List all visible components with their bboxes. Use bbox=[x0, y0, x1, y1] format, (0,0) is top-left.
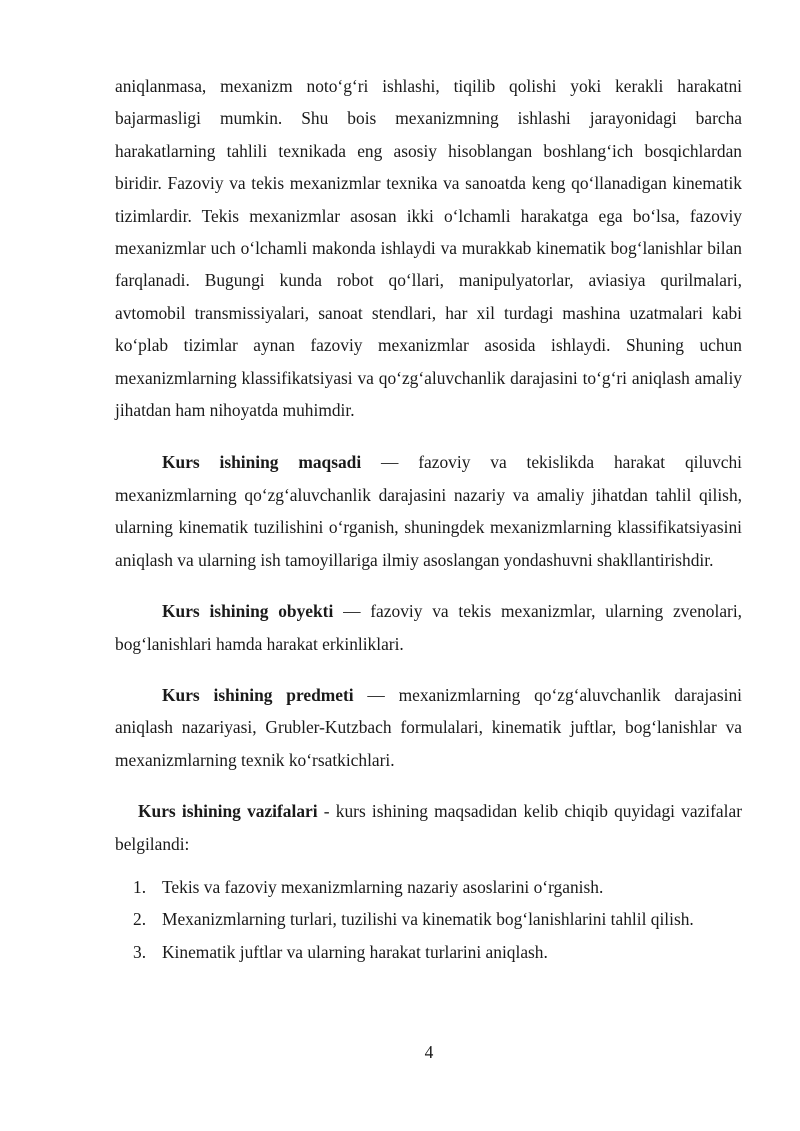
object-label: Kurs ishining obyekti bbox=[162, 601, 334, 622]
subject-label: Kurs ishining predmeti bbox=[162, 684, 354, 705]
goal-label: Kurs ishining maqsadi bbox=[162, 452, 362, 473]
list-item-text: Tekis va fazoviy mexanizmlarning nazariy asoslarini o‘rganish. bbox=[162, 876, 604, 897]
tasks-paragraph bbox=[115, 795, 742, 860]
list-item-number: 3. bbox=[133, 941, 147, 962]
tasks-list bbox=[115, 871, 742, 968]
tasks-text: - kurs ishining maqsadidan kelib chiqib quyidagi vazifalar belgilandi: bbox=[115, 801, 742, 854]
object-text: — fazoviy va tekis mexanizmlar, ularning zvenolari, bog‘lanishlari hamda harakat erkinliklari. bbox=[115, 601, 743, 654]
goal-paragraph bbox=[115, 446, 742, 576]
list-item-number: 1. bbox=[133, 876, 147, 897]
intro-paragraph: aniqlanmasa, mexanizm noto‘g‘ri ishlashi, tiqilib qolishi yoki kerakli harakatni bajarmasligi mumkin. Shu bois mexanizmning ishlashi jarayonidagi barcha harakatlarning tahlili texnikada eng asosiy hisoblangan boshlang‘ich bosqichlardan biridir. Fazoviy va tekis mexanizmlar texnika va sanoatda keng qo‘llanadigan kinematik tizimlardir. Tekis mexanizmlar asosan ikki o‘lchamli harakatga ega bo‘lsa, fazoviy mexanizmlar uch o‘lchamli makonda ishlaydi va murakkab kinematik bog‘lanishlar bilan farqlanadi. Bugungi kunda robot qo‘llari, manipulyatorlar, aviasiya qurilmalari, avtomobil transmissiyalari, sanoat stendlari, har xil turdagi mashina uzatmalari kabi ko‘plab tizimlar aynan fazoviy mexanizmlar asosida ishlaydi. Shuning uchun mexanizmlarning klassifikatsiyasi va qo‘zg‘aluvchanlik darajasini to‘g‘ri aniqlash amaliy jihatdan ham nihoyatda muhimdir. bbox=[115, 76, 742, 421]
list-item-text: Mexanizmlarning turlari, tuzilishi va kinematik bog‘lanishlarini tahlil qilish. bbox=[162, 909, 694, 930]
page-number: 4 bbox=[424, 1042, 434, 1062]
object-paragraph bbox=[115, 595, 742, 660]
list-item bbox=[115, 871, 742, 903]
subject-text: — mexanizmlarning qo‘zg‘aluvchanlik darajasini aniqlash nazariyasi, Grubler-Kutzbach formulalari, kinematik juftlar, bog‘lanishlar va mexanizmlarning texnik ko‘rsatkichlari. bbox=[115, 684, 743, 770]
list-item bbox=[115, 936, 742, 968]
list-item bbox=[115, 903, 742, 935]
goal-text: — fazoviy va tekislikda harakat qiluvchi mexanizmlarning qo‘zg‘aluvchanlik darajasini nazariy va amaliy jihatdan tahlil qilish, ularning kinematik tuzilishini o‘rganish, shuningdek mexanizmlarning klassifikatsiyasini aniqlash va ularning ish tamoyillariga ilmiy asoslangan yondashuvni shakllantirishdir. bbox=[115, 452, 742, 570]
tasks-label: Kurs ishining vazifalari bbox=[138, 801, 318, 822]
document-page bbox=[115, 70, 742, 968]
list-item-text: Kinematik juftlar va ularning harakat turlarini aniqlash. bbox=[162, 941, 548, 962]
subject-paragraph bbox=[115, 679, 742, 776]
list-item-number: 2. bbox=[133, 909, 147, 930]
